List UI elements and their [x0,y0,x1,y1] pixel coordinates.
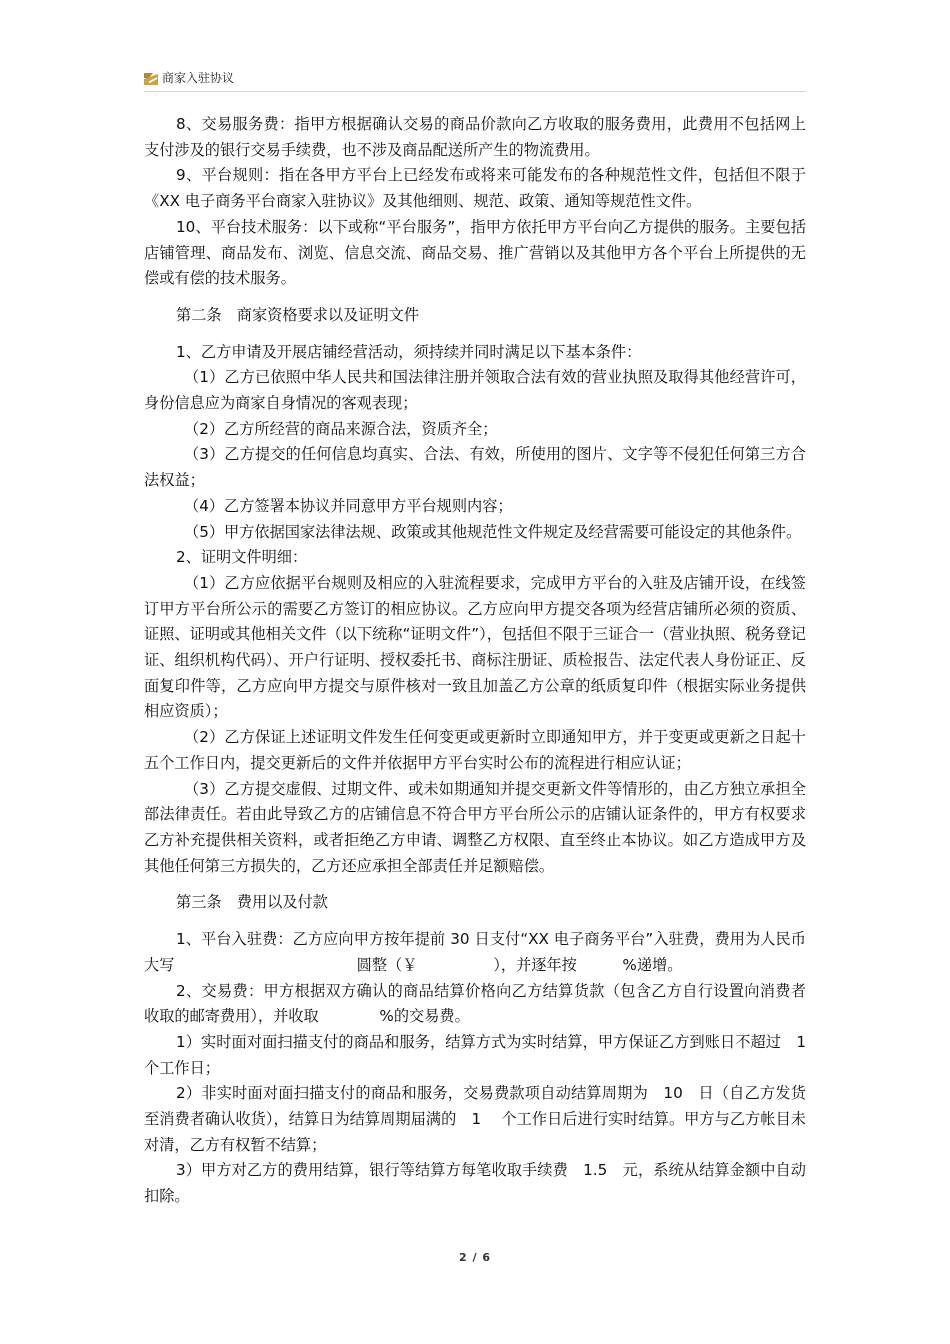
paragraph: （1）乙方已依照中华人民共和国法律注册并领取合法有效的营业执照及取得其他经营许可，身份信息应为商家自身情况的客观表现； [144,368,806,413]
paragraph: （5）甲方依据国家法律法规、政策或其他规范性文件规定及经营需要可能设定的其他条件。 [184,522,802,541]
paragraph: （1）乙方应依据平台规则及相应的入驻流程要求，完成甲方平台的入驻及店铺开设，在线签订甲方平台所公示的需要乙方签订的相应协议。乙方应向甲方提交各项为经营店铺所必须的资质、证照、证明或其他相关文件（以下统称“证明文件”），包括但不限于三证合一（营业执照、税务登记证、组织机构代码）、开户行证明、授权委托书、商标注册证、质检报告、法定代表人身份证正、反面复印件等，乙方应向甲方提交与原件核对一致且加盖乙方公章的纸质复印件（根据实际业务提供相应资质）； [144,573,806,721]
paragraph: 1、平台入驻费：乙方应向甲方按年提前 30 日支付“XX 电子商务平台”入驻费，费用为人民币大写 圆整（￥ ），并逐年按 %递增。 [144,930,806,974]
document-body [144,112,827,1210]
paragraph: 3）甲方对乙方的费用结算，银行等结算方每笔收取手续费 1.5 元，系统从结算金额中自动扣除。 [144,1161,806,1206]
header-title: 商家入驻协议 [162,70,235,85]
paragraph: 1）实时面对面扫描支付的商品和服务，结算方式为实时结算，甲方保证乙方到账日不超过 1 个工作日； [144,1032,827,1077]
page-number: 2 / 6 [459,1251,491,1264]
paragraph: （2）乙方保证上述证明文件发生任何变更或更新时立即通知甲方，并于变更或更新之日起十五个工作日内，提交更新后的文件并依据甲方平台实时公布的流程进行相应认证； [144,728,806,772]
page-header [144,66,234,88]
paragraph: 2、证明文件明细： [176,548,308,567]
paragraph: （3）乙方提交虚假、过期文件、或未如期通知并提交更新文件等情形的，由乙方独立承担全部法律责任。若由此导致乙方的店铺信息不符合甲方平台所公示的店铺认证条件的，甲方有权要求乙方补充提供相关资料，或者拒绝乙方申请、调整乙方权限、直至终止本协议。如乙方造成甲方及其他任何第三方损失的，乙方还应承担全部责任并足额赔偿。 [144,779,806,875]
paragraph: 9、平台规则：指在各甲方平台上已经发布或将来可能发布的各种规范性文件，包括但不限于《XX 电子商务平台商家入驻协议》及其他细则、规范、政策、通知等规范性文件。 [144,166,806,211]
header-divider [144,91,806,92]
paragraph: （4）乙方签署本协议并同意甲方平台规则内容； [184,496,513,515]
paragraph: 10、平台技术服务：以下或称“平台服务”，指甲方依托甲方平台向乙方提供的服务。主要包括店铺管理、商品发布、浏览、信息交流、商品交易、推广营销以及其他甲方各个平台上所提供的无偿或有偿的技术服务。 [144,217,806,288]
paragraph: 2、交易费：甲方根据双方确认的商品结算价格向乙方结算货款（包含乙方自行设置向消费者收取的邮寄费用），并收取 %的交易费。 [144,981,806,1026]
paragraph: （2）乙方所经营的商品来源合法，资质齐全； [184,419,498,438]
paragraph: 1、乙方申请及开展店铺经营活动，须持续并同时满足以下基本条件： [176,342,642,361]
doc-logo-icon [144,70,158,84]
section-heading: 第三条 费用以及付款 [176,893,328,912]
section-heading: 第二条 商家资格要求以及证明文件 [176,305,419,324]
paragraph: 2）非实时面对面扫描支付的商品和服务，交易费款项自动结算周期为 10 日（自乙方发货至消费者确认收货），结算日为结算周期届满的 1 个工作日后进行实时结算。甲方与乙方帐目未对清，乙方有权暂不结算； [144,1084,806,1154]
paragraph: （3）乙方提交的任何信息均真实、合法、有效，所使用的图片、文字等不侵犯任何第三方合法权益； [144,445,806,490]
paragraph: 8、交易服务费：指甲方根据确认交易的商品价款向乙方收取的服务费用，此费用不包括网上支付涉及的银行交易手续费，也不涉及商品配送所产生的物流费用。 [144,115,806,159]
